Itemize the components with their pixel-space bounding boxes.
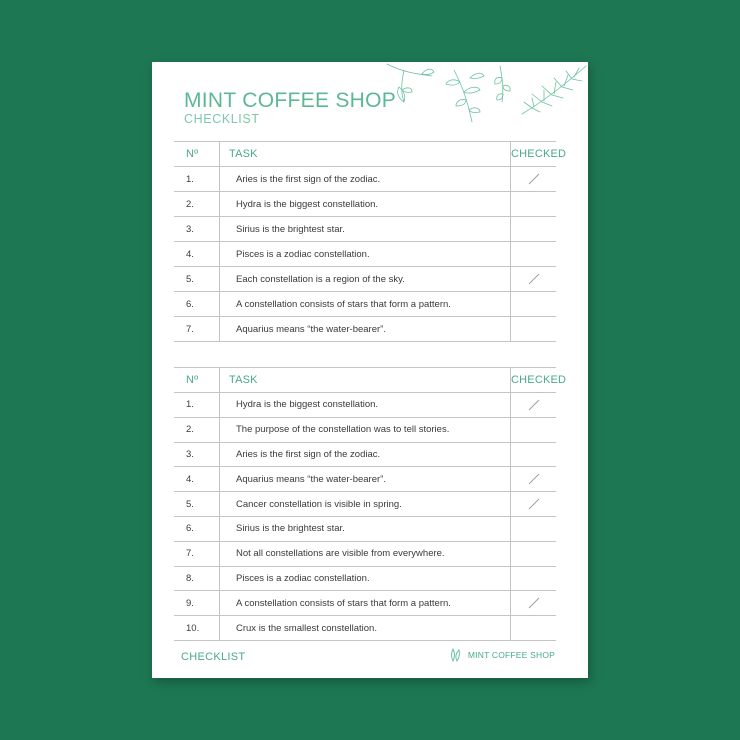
table-1-body: [174, 167, 556, 342]
row-checkbox-cell[interactable]: [511, 541, 557, 566]
row-number: 9.: [174, 591, 220, 616]
row-number: 7.: [174, 541, 220, 566]
row-number: 7.: [174, 317, 220, 342]
row-number: 6.: [174, 292, 220, 317]
row-task: Sirius is the brightest star.: [220, 217, 511, 242]
row-number: 6.: [174, 516, 220, 541]
row-checkbox-cell[interactable]: [511, 492, 557, 517]
row-task: Cancer constellation is visible in spring.: [220, 492, 511, 517]
checklist-table-1: [174, 141, 567, 342]
page-subtitle: CHECKLIST: [184, 112, 260, 126]
page-title: MINT COFFEE SHOP: [184, 89, 397, 112]
check-mark-icon: [528, 399, 540, 411]
table-2-body: [174, 393, 556, 641]
table-row: [174, 393, 556, 418]
table-header-row: [174, 142, 556, 167]
row-checkbox-cell[interactable]: [511, 317, 557, 342]
row-number: 2.: [174, 192, 220, 217]
table-row: [174, 167, 556, 192]
leaf-logo-icon: [450, 648, 464, 662]
row-task: Pisces is a zodiac constellation.: [220, 242, 511, 267]
check-mark-icon: [528, 597, 540, 609]
row-checkbox-cell[interactable]: [511, 242, 557, 267]
row-number: 5.: [174, 492, 220, 517]
row-number: 1.: [174, 393, 220, 418]
row-task: A constellation consists of stars that form a pattern.: [220, 591, 511, 616]
table-row: [174, 467, 556, 492]
row-checkbox-cell[interactable]: [511, 467, 557, 492]
row-number: 4.: [174, 467, 220, 492]
row-number: 3.: [174, 217, 220, 242]
row-checkbox-cell[interactable]: [511, 616, 557, 641]
table-row: [174, 242, 556, 267]
check-mark-icon: [528, 173, 540, 185]
row-number: 5.: [174, 267, 220, 292]
leaf-decoration-icon: [382, 62, 588, 132]
row-number: 2.: [174, 417, 220, 442]
column-header-task: TASK: [220, 368, 511, 393]
table-row: [174, 566, 556, 591]
table-row: [174, 616, 556, 641]
table-row: [174, 591, 556, 616]
row-task: Pisces is a zodiac constellation.: [220, 566, 511, 591]
table-row: [174, 317, 556, 342]
table-row: [174, 442, 556, 467]
row-number: 10.: [174, 616, 220, 641]
checklist-sheet: [152, 62, 588, 678]
table-row: [174, 492, 556, 517]
checklist-table-2: [174, 367, 567, 641]
row-task: Sirius is the brightest star.: [220, 516, 511, 541]
table-row: [174, 541, 556, 566]
footer-brand-block: [450, 648, 555, 662]
row-number: 1.: [174, 167, 220, 192]
row-task: Not all constellations are visible from everywhere.: [220, 541, 511, 566]
footer-checklist-label: CHECKLIST: [181, 651, 246, 663]
column-header-number: Nº: [174, 142, 220, 167]
row-checkbox-cell[interactable]: [511, 393, 557, 418]
check-mark-icon: [528, 498, 540, 510]
column-header-checked: CHECKED: [511, 142, 557, 167]
row-task: Each constellation is a region of the sky.: [220, 267, 511, 292]
row-number: 8.: [174, 566, 220, 591]
table-row: [174, 192, 556, 217]
row-checkbox-cell[interactable]: [511, 217, 557, 242]
row-task: A constellation consists of stars that form a pattern.: [220, 292, 511, 317]
row-checkbox-cell[interactable]: [511, 267, 557, 292]
row-task: Hydra is the biggest constellation.: [220, 192, 511, 217]
column-header-number: Nº: [174, 368, 220, 393]
row-checkbox-cell[interactable]: [511, 292, 557, 317]
table-row: [174, 292, 556, 317]
check-mark-icon: [528, 473, 540, 485]
row-task: Aries is the first sign of the zodiac.: [220, 442, 511, 467]
table-row: [174, 217, 556, 242]
row-task: Aquarius means “the water-bearer”.: [220, 317, 511, 342]
check-mark-icon: [528, 273, 540, 285]
table-header-row: [174, 368, 556, 393]
row-checkbox-cell[interactable]: [511, 192, 557, 217]
table-row: [174, 267, 556, 292]
row-number: 3.: [174, 442, 220, 467]
row-task: Aries is the first sign of the zodiac.: [220, 167, 511, 192]
row-task: Aquarius means “the water-bearer”.: [220, 467, 511, 492]
column-header-checked: CHECKED: [511, 368, 557, 393]
row-task: Hydra is the biggest constellation.: [220, 393, 511, 418]
table-row: [174, 417, 556, 442]
row-checkbox-cell[interactable]: [511, 566, 557, 591]
column-header-task: TASK: [220, 142, 511, 167]
footer-brand-name: MINT COFFEE SHOP: [467, 650, 555, 660]
row-checkbox-cell[interactable]: [511, 442, 557, 467]
row-number: 4.: [174, 242, 220, 267]
row-checkbox-cell[interactable]: [511, 417, 557, 442]
row-task: The purpose of the constellation was to tell stories.: [220, 417, 511, 442]
row-task: Crux is the smallest constellation.: [220, 616, 511, 641]
row-checkbox-cell[interactable]: [511, 591, 557, 616]
row-checkbox-cell[interactable]: [511, 167, 557, 192]
table-row: [174, 516, 556, 541]
row-checkbox-cell[interactable]: [511, 516, 557, 541]
